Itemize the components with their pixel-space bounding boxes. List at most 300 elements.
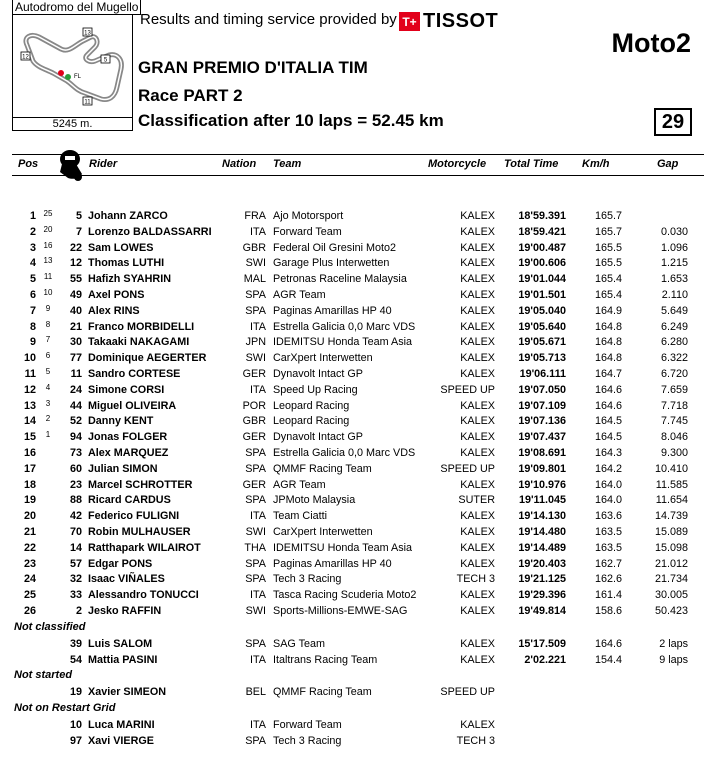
cell-team: JPMoto Malaysia xyxy=(273,494,356,507)
cell-rider: Xavier SIMEON xyxy=(88,686,167,699)
cell-nation: BEL xyxy=(245,686,266,699)
cell-motorcycle: SUTER xyxy=(458,494,495,507)
cell-kmh: 162.7 xyxy=(594,557,622,570)
cell-total-time: 19'14.489 xyxy=(518,541,566,554)
cell-motorcycle: TECH 3 xyxy=(456,734,495,747)
cell-total-time: 2'02.221 xyxy=(524,653,566,666)
cell-rider: Thomas LUTHI xyxy=(88,257,165,270)
col-rider: Rider xyxy=(89,158,118,170)
cell-motorcycle: KALEX xyxy=(460,557,495,570)
cell-team: Petronas Raceline Malaysia xyxy=(273,273,407,286)
cell-team: AGR Team xyxy=(273,288,326,301)
col-pos: Pos xyxy=(18,158,39,170)
cell-pos: 4 xyxy=(29,257,36,270)
cell-total-time: 19'06.111 xyxy=(519,367,566,380)
cell-team: Sports-Millions-EMWE-SAG xyxy=(273,604,408,617)
cell-rider: Dominique AEGERTER xyxy=(88,352,207,365)
cell-gap: 21.012 xyxy=(654,557,688,570)
cell-number: 70 xyxy=(69,525,82,538)
table-row xyxy=(0,717,717,733)
cell-number: 97 xyxy=(69,734,82,747)
cell-pos: 10 xyxy=(23,352,36,365)
section-not-on-restart-grid: Not on Restart Grid xyxy=(14,702,116,715)
cell-kmh: 164.5 xyxy=(594,431,622,444)
section-not-started: Not started xyxy=(14,669,73,682)
cell-kmh: 164.8 xyxy=(594,320,622,333)
cell-kmh: 164.6 xyxy=(594,637,622,650)
cell-rider: Ratthapark WILAIROT xyxy=(88,541,201,554)
cell-gap: 30.005 xyxy=(654,589,688,602)
cell-kmh: 164.8 xyxy=(594,336,622,349)
cell-pos: 17 xyxy=(23,462,36,475)
cell-team: Forward Team xyxy=(273,225,342,238)
cell-kmh: 163.5 xyxy=(594,541,622,554)
track-map-icon xyxy=(13,15,132,117)
sponsor-logo xyxy=(399,10,498,33)
cell-motorcycle: KALEX xyxy=(460,367,495,380)
cell-team: QMMF Racing Team xyxy=(273,462,372,475)
cell-gap: 0.030 xyxy=(660,225,688,238)
cell-pos: 7 xyxy=(29,304,36,317)
cell-gap: 1.096 xyxy=(660,241,688,254)
cell-kmh: 164.3 xyxy=(594,446,622,459)
cell-team: Paginas Amarillas HP 40 xyxy=(273,557,392,570)
cell-rider: Julian SIMON xyxy=(88,462,158,475)
cell-motorcycle: KALEX xyxy=(460,225,495,238)
cell-nation: ITA xyxy=(250,719,266,732)
cell-motorcycle: KALEX xyxy=(460,336,495,349)
cell-number: 11 xyxy=(70,367,82,380)
cell-gap: 15.089 xyxy=(654,525,688,538)
cell-number: 49 xyxy=(69,288,82,301)
cell-rider: Miguel OLIVEIRA xyxy=(88,399,177,412)
cell-team: CarXpert Interwetten xyxy=(273,352,373,365)
cell-motorcycle: KALEX xyxy=(460,589,495,602)
cell-gap: 11.654 xyxy=(655,494,688,507)
cell-total-time: 19'01.044 xyxy=(518,273,566,286)
track-length: 5245 m. xyxy=(12,117,133,131)
cell-points: 4 xyxy=(45,382,51,392)
cell-kmh: 164.0 xyxy=(594,494,622,507)
table-row xyxy=(0,224,717,240)
cell-points: 13 xyxy=(43,256,53,266)
cell-rider: Alessandro TONUCCI xyxy=(88,589,199,602)
cell-rider: Franco MORBIDELLI xyxy=(88,320,195,333)
cell-motorcycle: SPEED UP xyxy=(440,383,495,396)
table-row xyxy=(0,240,717,256)
cell-number: 39 xyxy=(69,637,82,650)
cell-motorcycle: KALEX xyxy=(460,653,495,666)
cell-motorcycle: SPEED UP xyxy=(440,686,495,699)
col-gap: Gap xyxy=(657,158,679,170)
cell-number: 14 xyxy=(69,541,82,554)
cell-number: 5 xyxy=(75,210,82,222)
cell-team: Paginas Amarillas HP 40 xyxy=(273,304,392,317)
cell-pos: 18 xyxy=(23,478,36,491)
cell-team: Forward Team xyxy=(273,719,342,732)
cell-gap: 21.734 xyxy=(654,573,688,586)
cell-rider: Hafizh SYAHRIN xyxy=(88,273,171,286)
classification-title: Classification after 10 laps = 52.45 km xyxy=(138,111,444,130)
table-row xyxy=(0,303,717,319)
cell-team: Team Ciatti xyxy=(273,510,327,523)
page-number: 29 xyxy=(654,108,692,136)
tissot-cross-icon: T+ xyxy=(399,12,420,31)
table-row xyxy=(0,429,717,445)
cell-motorcycle: KALEX xyxy=(460,257,495,270)
cell-pos: 14 xyxy=(23,415,36,428)
table-row xyxy=(0,571,717,587)
cell-nation: ITA xyxy=(250,320,266,333)
table-row xyxy=(0,524,717,540)
class-label: Moto2 xyxy=(611,28,691,58)
cell-pos: 13 xyxy=(23,399,36,412)
track-name: Autodromo del Mugello xyxy=(12,0,141,15)
cell-rider: Marcel SCHROTTER xyxy=(88,478,193,491)
cell-nation: MAL xyxy=(243,273,266,286)
cell-number: 22 xyxy=(69,241,82,254)
cell-kmh: 165.4 xyxy=(594,273,622,286)
cell-gap: 11.585 xyxy=(655,478,688,491)
cell-total-time: 19'07.050 xyxy=(518,383,566,396)
col-total-time: Total Time xyxy=(504,158,559,170)
cell-kmh: 163.5 xyxy=(594,525,622,538)
cell-kmh: 164.0 xyxy=(594,478,622,491)
cell-rider: Takaaki NAKAGAMI xyxy=(88,336,190,349)
cell-kmh: 165.7 xyxy=(594,210,622,222)
cell-rider: Federico FULIGNI xyxy=(88,510,180,523)
cell-kmh: 164.2 xyxy=(594,462,622,475)
cell-rider: Robin MULHAUSER xyxy=(88,525,191,538)
cell-gap: 6.249 xyxy=(660,320,688,333)
cell-team: Estrella Galicia 0,0 Marc VDS xyxy=(273,446,416,459)
cell-pos: 12 xyxy=(23,383,36,396)
cell-rider: Ricard CARDUS xyxy=(88,494,171,507)
cell-motorcycle: KALEX xyxy=(460,304,495,317)
cell-number: 12 xyxy=(69,257,82,270)
cell-rider: Jonas FOLGER xyxy=(88,431,168,444)
table-row xyxy=(0,287,717,303)
cell-pos: 3 xyxy=(29,241,36,254)
table-row xyxy=(0,319,717,335)
cell-nation: GER xyxy=(242,478,266,491)
cell-total-time: 15'17.509 xyxy=(518,637,566,650)
cell-gap: 2.110 xyxy=(661,288,688,301)
cell-team: Estrella Galicia 0,0 Marc VDS xyxy=(273,320,416,333)
cell-motorcycle: KALEX xyxy=(460,510,495,523)
sponsor-name: TISSOT xyxy=(423,10,499,32)
cell-total-time: 19'09.801 xyxy=(518,462,566,475)
cell-number: 7 xyxy=(75,225,82,238)
cell-motorcycle: SPEED UP xyxy=(440,462,495,475)
cell-nation: ITA xyxy=(250,589,266,602)
cell-number: 40 xyxy=(69,304,82,317)
marker-fl: FL xyxy=(74,74,82,80)
cell-gap: 7.659 xyxy=(660,383,688,396)
cell-motorcycle: KALEX xyxy=(460,288,495,301)
cell-total-time: 19'07.109 xyxy=(518,399,566,412)
cell-gap: 14.739 xyxy=(654,510,688,523)
table-row xyxy=(0,492,717,508)
table-row xyxy=(0,477,717,493)
cell-team: Ajo Motorsport xyxy=(273,210,344,222)
cell-pos: 9 xyxy=(29,336,36,349)
cell-gap: 2 laps xyxy=(659,637,688,650)
cell-pos: 15 xyxy=(23,431,36,444)
cell-pos: 22 xyxy=(23,541,36,554)
cell-nation: POR xyxy=(242,399,266,412)
cell-gap: 8.046 xyxy=(660,431,688,444)
cell-kmh: 154.4 xyxy=(594,653,622,666)
table-row xyxy=(0,652,717,668)
cell-number: 94 xyxy=(69,431,82,444)
cell-total-time: 19'11.045 xyxy=(518,494,566,507)
cell-gap: 6.720 xyxy=(660,367,688,380)
table-row xyxy=(0,540,717,556)
table-row xyxy=(0,733,717,749)
col-motorcycle: Motorcycle xyxy=(428,158,487,170)
cell-nation: SPA xyxy=(245,573,266,586)
cell-pos: 19 xyxy=(23,494,36,507)
cell-nation: GBR xyxy=(242,415,266,428)
cell-nation: SPA xyxy=(245,304,266,317)
cell-gap: 6.322 xyxy=(660,352,688,365)
cell-team: Tech 3 Racing xyxy=(273,573,342,586)
cell-kmh: 163.6 xyxy=(594,510,622,523)
cell-number: 33 xyxy=(69,589,82,602)
cell-points: 16 xyxy=(43,240,53,250)
cell-points: 5 xyxy=(45,366,51,376)
cell-kmh: 161.4 xyxy=(594,589,622,602)
cell-number: 77 xyxy=(69,352,82,365)
col-team: Team xyxy=(273,158,302,170)
rider-helmet-icon xyxy=(56,148,86,187)
cell-nation: SPA xyxy=(245,557,266,570)
cell-nation: SPA xyxy=(245,462,266,475)
cell-rider: Lorenzo BALDASSARRI xyxy=(88,225,212,238)
cell-number: 23 xyxy=(69,478,82,491)
marker-11: 11 xyxy=(84,99,91,106)
cell-gap: 50.423 xyxy=(654,604,688,617)
cell-number: 10 xyxy=(69,719,82,732)
cell-nation: ITA xyxy=(250,653,266,666)
cell-number: 32 xyxy=(69,573,82,586)
table-row xyxy=(0,398,717,414)
cell-gap: 9 laps xyxy=(659,653,688,666)
cell-kmh: 164.5 xyxy=(594,415,622,428)
cell-pos: 1 xyxy=(29,210,36,222)
table-row xyxy=(0,255,717,271)
cell-nation: SWI xyxy=(245,604,266,617)
cell-gap: 7.718 xyxy=(660,399,688,412)
cell-points: 10 xyxy=(43,287,53,297)
cell-team: Leopard Racing xyxy=(273,399,350,412)
cell-nation: SPA xyxy=(245,637,266,650)
cell-points: 7 xyxy=(45,335,51,345)
cell-number: 44 xyxy=(69,399,82,412)
cell-pos: 5 xyxy=(29,273,36,286)
cell-total-time: 18'59.391 xyxy=(518,210,566,222)
cell-nation: ITA xyxy=(250,510,266,523)
cell-team: IDEMITSU Honda Team Asia xyxy=(273,336,413,349)
table-row xyxy=(0,334,717,350)
cell-motorcycle: KALEX xyxy=(460,719,495,732)
cell-gap: 10.410 xyxy=(654,462,688,475)
cell-nation: SWI xyxy=(245,352,266,365)
cell-total-time: 19'29.396 xyxy=(518,589,566,602)
cell-total-time: 19'00.487 xyxy=(518,241,566,254)
table-row xyxy=(0,587,717,603)
cell-total-time: 19'14.480 xyxy=(518,525,566,538)
cell-kmh: 165.5 xyxy=(594,241,622,254)
cell-rider: Danny KENT xyxy=(88,415,154,428)
cell-pos: 25 xyxy=(23,589,36,602)
cell-rider: Isaac VIÑALES xyxy=(88,573,165,586)
cell-pos: 6 xyxy=(29,288,36,301)
service-text: Results and timing service provided by xyxy=(140,11,397,28)
cell-nation: GER xyxy=(242,431,266,444)
results-table xyxy=(0,208,717,749)
session-name: Race PART 2 xyxy=(138,86,243,105)
cell-nation: GER xyxy=(242,367,266,380)
cell-gap: 1.215 xyxy=(660,257,688,270)
cell-total-time: 19'07.437 xyxy=(518,431,566,444)
cell-total-time: 19'10.976 xyxy=(518,478,566,491)
cell-number: 55 xyxy=(69,273,82,286)
table-row xyxy=(0,636,717,652)
cell-motorcycle: KALEX xyxy=(460,415,495,428)
cell-number: 60 xyxy=(69,462,82,475)
cell-rider: Edgar PONS xyxy=(88,557,153,570)
cell-nation: SPA xyxy=(245,288,266,301)
cell-kmh: 164.7 xyxy=(594,367,622,380)
cell-total-time: 19'05.671 xyxy=(518,336,566,349)
cell-team: IDEMITSU Honda Team Asia xyxy=(273,541,413,554)
cell-points: 11 xyxy=(43,272,53,282)
cell-team: Italtrans Racing Team xyxy=(273,653,378,666)
cell-kmh: 165.7 xyxy=(594,225,622,238)
cell-team: Garage Plus Interwetten xyxy=(273,257,390,270)
table-row xyxy=(0,366,717,382)
cell-pos: 16 xyxy=(23,446,36,459)
table-row xyxy=(0,445,717,461)
cell-team: CarXpert Interwetten xyxy=(273,525,373,538)
event-name: GRAN PREMIO D'ITALIA TIM xyxy=(138,58,368,77)
cell-number: 21 xyxy=(69,320,82,333)
cell-team: Leopard Racing xyxy=(273,415,350,428)
cell-number: 2 xyxy=(75,604,82,617)
cell-motorcycle: KALEX xyxy=(460,399,495,412)
table-row xyxy=(0,508,717,524)
cell-rider: Alex MARQUEZ xyxy=(88,446,169,459)
cell-kmh: 158.6 xyxy=(594,604,622,617)
cell-rider: Simone CORSI xyxy=(88,383,165,396)
cell-kmh: 165.5 xyxy=(594,257,622,270)
cell-pos: 21 xyxy=(23,525,36,538)
cell-number: 88 xyxy=(69,494,82,507)
marker-13: 13 xyxy=(84,30,91,37)
cell-nation: SWI xyxy=(245,525,266,538)
cell-nation: FRA xyxy=(244,210,266,222)
cell-gap: 9.300 xyxy=(660,446,688,459)
cell-rider: Luca MARINI xyxy=(88,719,155,732)
cell-kmh: 164.8 xyxy=(594,352,622,365)
cell-motorcycle: KALEX xyxy=(460,241,495,254)
cell-gap: 15.098 xyxy=(654,541,688,554)
cell-motorcycle: KALEX xyxy=(460,210,495,222)
cell-gap: 1.653 xyxy=(660,273,688,286)
cell-pos: 11 xyxy=(24,367,36,380)
table-row xyxy=(0,382,717,398)
cell-team: Tech 3 Racing xyxy=(273,734,342,747)
table-row xyxy=(0,350,717,366)
cell-rider: Luis SALOM xyxy=(88,637,153,650)
cell-points: 9 xyxy=(45,303,51,313)
cell-kmh: 165.4 xyxy=(594,288,622,301)
table-row xyxy=(0,461,717,477)
cell-number: 54 xyxy=(69,653,82,666)
cell-points: 8 xyxy=(45,319,51,329)
cell-points: 1 xyxy=(45,430,51,440)
cell-pos: 26 xyxy=(23,604,36,617)
cell-total-time: 19'07.136 xyxy=(518,415,566,428)
cell-total-time: 19'21.125 xyxy=(518,573,566,586)
cell-team: AGR Team xyxy=(273,478,326,491)
table-row xyxy=(0,413,717,429)
cell-gap: 5.649 xyxy=(660,304,688,317)
header-top-rule xyxy=(12,154,704,155)
cell-nation: JPN xyxy=(245,336,266,349)
cell-total-time: 19'08.691 xyxy=(518,446,566,459)
cell-rider: Sandro CORTESE xyxy=(88,367,181,380)
cell-motorcycle: KALEX xyxy=(460,525,495,538)
table-row xyxy=(0,271,717,287)
cell-gap: 6.280 xyxy=(660,336,688,349)
cell-number: 30 xyxy=(69,336,82,349)
cell-rider: Axel PONS xyxy=(88,288,145,301)
cell-team: SAG Team xyxy=(273,637,326,650)
cell-number: 52 xyxy=(69,415,82,428)
cell-total-time: 19'05.040 xyxy=(518,304,566,317)
cell-total-time: 19'00.606 xyxy=(518,257,566,270)
cell-kmh: 164.6 xyxy=(594,383,622,396)
cell-nation: SPA xyxy=(245,494,266,507)
marker-5: 5 xyxy=(103,57,108,64)
cell-pos: 20 xyxy=(23,510,36,523)
cell-total-time: 19'05.713 xyxy=(518,352,566,365)
cell-motorcycle: KALEX xyxy=(460,541,495,554)
cell-rider: Mattia PASINI xyxy=(88,653,158,666)
cell-pos: 23 xyxy=(23,557,36,570)
cell-gap: 7.745 xyxy=(660,415,688,428)
cell-total-time: 19'05.640 xyxy=(518,320,566,333)
section-not-classified: Not classified xyxy=(14,620,86,633)
cell-number: 19 xyxy=(69,686,82,699)
cell-rider: Jesko RAFFIN xyxy=(88,604,162,617)
cell-team: Speed Up Racing xyxy=(273,383,358,396)
cell-points: 3 xyxy=(45,398,51,408)
cell-total-time: 19'49.814 xyxy=(518,604,566,617)
cell-number: 42 xyxy=(69,510,82,523)
cell-team: Dynavolt Intact GP xyxy=(273,367,364,380)
track-map xyxy=(12,14,133,118)
cell-nation: ITA xyxy=(250,225,266,238)
cell-motorcycle: KALEX xyxy=(460,637,495,650)
cell-nation: SPA xyxy=(245,446,266,459)
cell-rider: Sam LOWES xyxy=(88,241,154,254)
col-kmh: Km/h xyxy=(582,158,610,170)
cell-total-time: 18'59.421 xyxy=(518,225,566,238)
